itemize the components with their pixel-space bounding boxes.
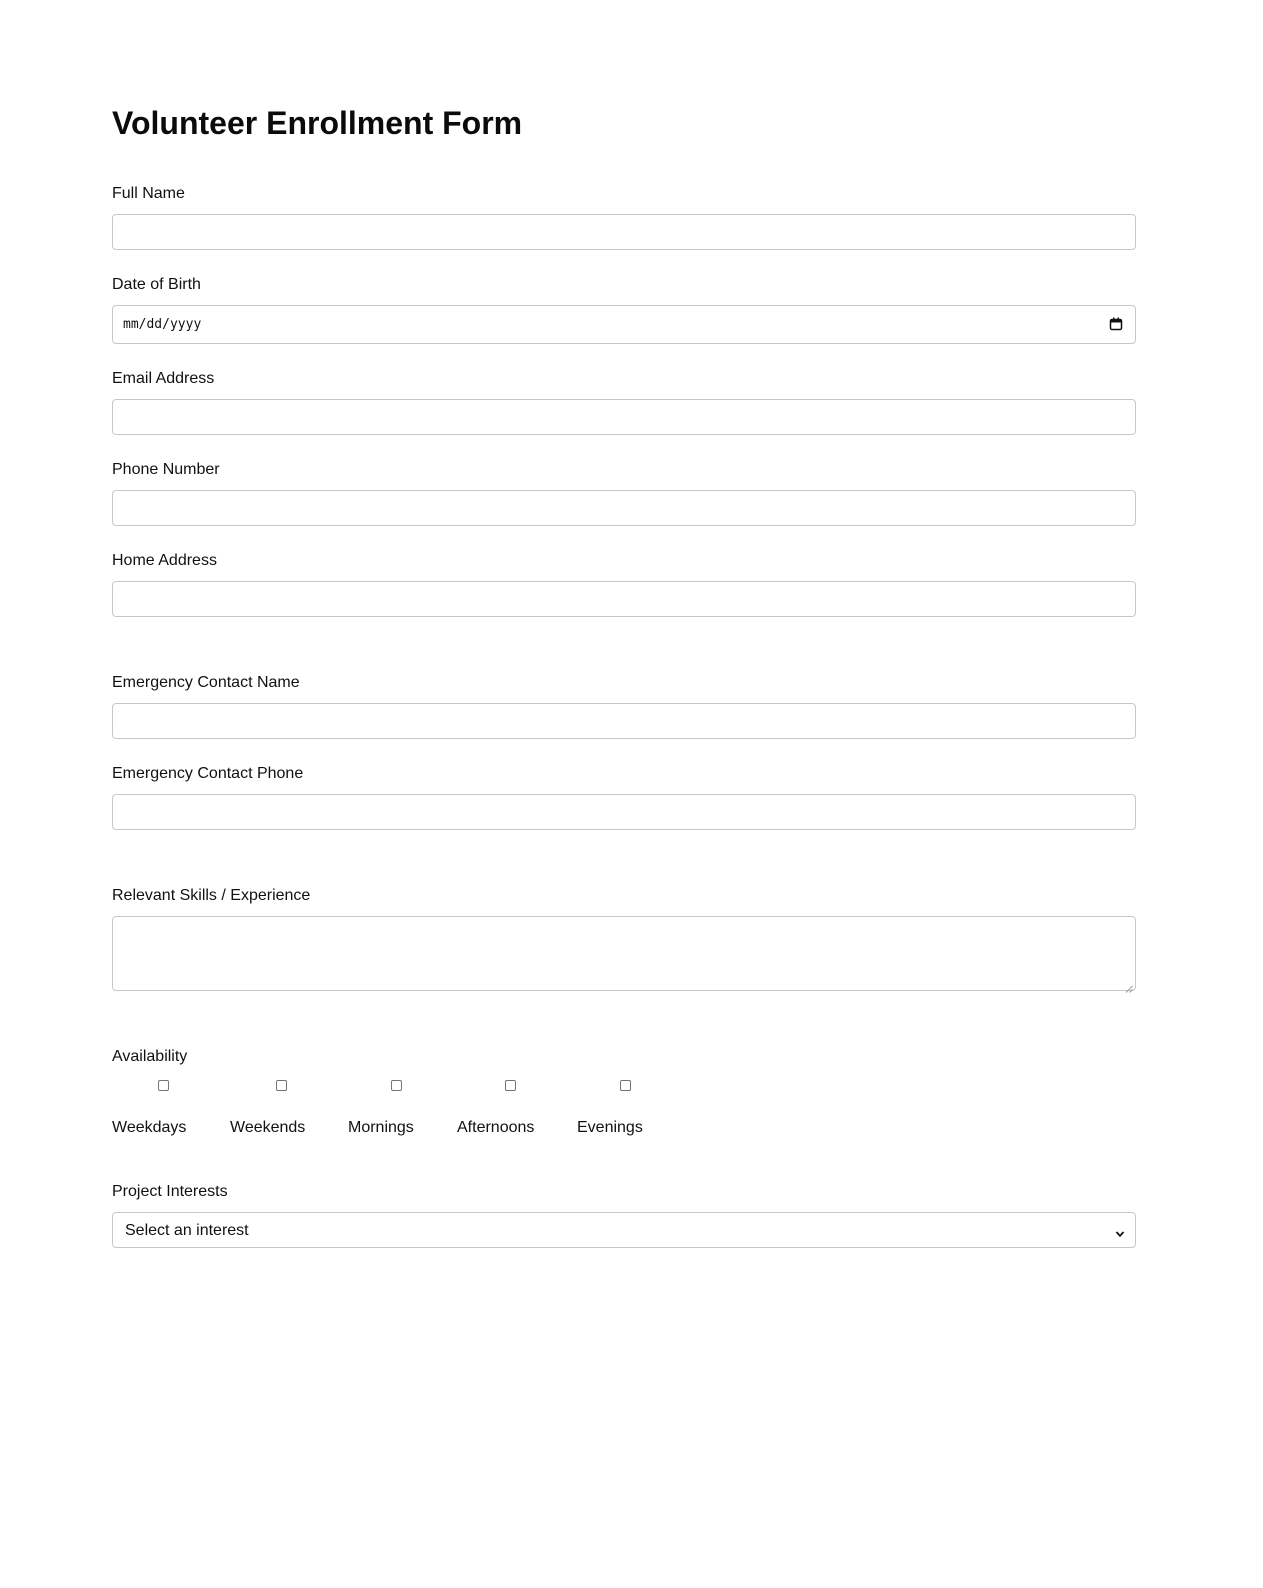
date-of-birth-label: Date of Birth [112, 276, 201, 293]
weekends-checkbox[interactable] [276, 1080, 287, 1091]
project-interests-label: Project Interests [112, 1183, 228, 1200]
project-interests-selected: Select an interest [125, 1222, 249, 1239]
availability-label: Availability [112, 1048, 188, 1065]
weekends-label: Weekends [230, 1119, 306, 1136]
chevron-down-icon[interactable] [1115, 1226, 1125, 1236]
evenings-checkbox[interactable] [620, 1080, 631, 1091]
mornings-checkbox[interactable] [391, 1080, 402, 1091]
skills-label: Relevant Skills / Experience [112, 887, 311, 904]
emergency-contact-name-label: Emergency Contact Name [112, 674, 300, 691]
mornings-label: Mornings [348, 1119, 414, 1136]
skills-textarea[interactable] [112, 916, 1136, 991]
afternoons-checkbox[interactable] [505, 1080, 516, 1091]
full-name-input[interactable] [112, 214, 1136, 250]
emergency-contact-phone-label: Emergency Contact Phone [112, 765, 304, 782]
date-placeholder: mm/dd/yyyy [123, 317, 202, 332]
phone-label: Phone Number [112, 461, 220, 478]
weekdays-checkbox[interactable] [158, 1080, 169, 1091]
evenings-label: Evenings [577, 1119, 643, 1136]
phone-input[interactable] [112, 490, 1136, 526]
email-input[interactable] [112, 399, 1136, 435]
full-name-label: Full Name [112, 185, 185, 202]
home-address-label: Home Address [112, 552, 217, 569]
date-of-birth-input[interactable] [112, 305, 1136, 344]
calendar-icon[interactable] [1109, 317, 1123, 331]
page-title: Volunteer Enrollment Form [112, 105, 523, 141]
emergency-contact-name-input[interactable] [112, 703, 1136, 739]
afternoons-label: Afternoons [457, 1119, 535, 1136]
email-label: Email Address [112, 370, 215, 387]
emergency-contact-phone-input[interactable] [112, 794, 1136, 830]
home-address-input[interactable] [112, 581, 1136, 617]
resize-handle-icon[interactable] [1125, 980, 1133, 988]
weekdays-label: Weekdays [112, 1119, 187, 1136]
project-interests-select[interactable] [112, 1212, 1136, 1248]
